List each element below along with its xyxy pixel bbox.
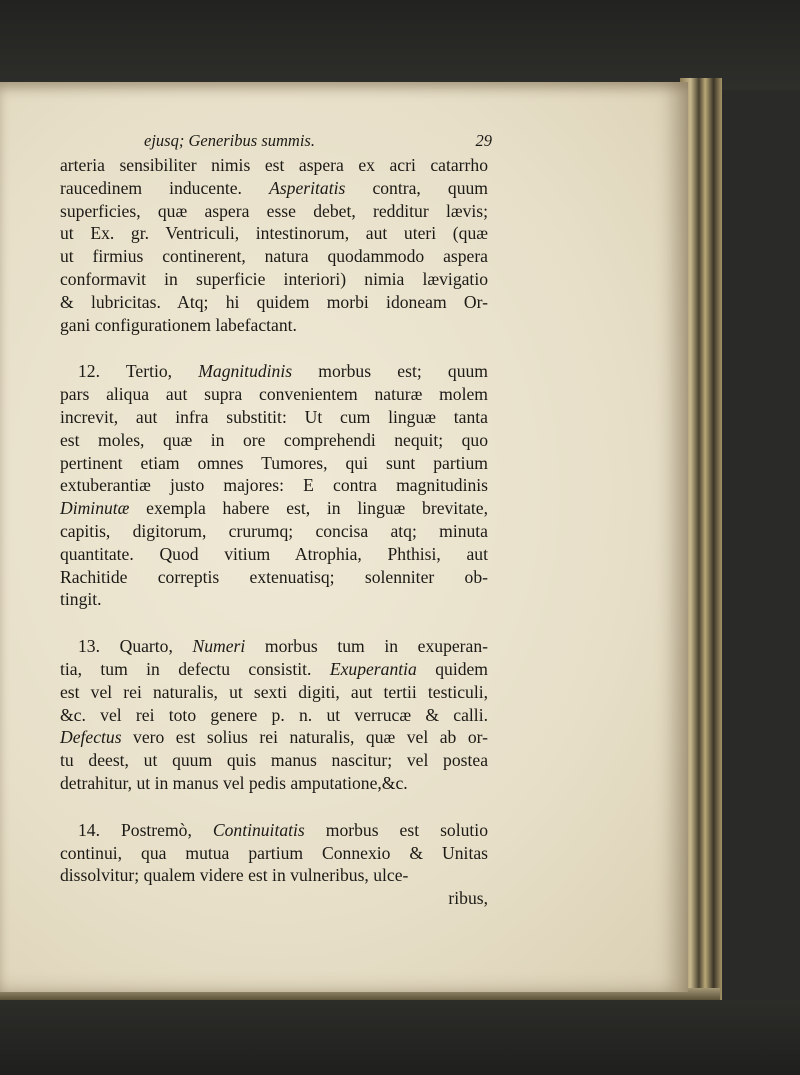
text-line: extuberantiæ justo majores: E contra magnitudinis xyxy=(60,475,488,496)
italic-term: Diminutæ xyxy=(60,498,130,519)
text-line: Defectus vero est solius rei naturalis, quæ vel ab or- xyxy=(60,727,488,748)
text-line: capitis, digitorum, crurumq; concisa atq; minuta xyxy=(60,520,488,541)
page-header xyxy=(60,130,492,152)
paragraph xyxy=(60,819,488,887)
text-line: 14. Postremò, Continuitatis morbus est solutio xyxy=(78,819,488,840)
paragraph xyxy=(60,360,488,611)
background-bottom xyxy=(0,1000,800,1075)
book-page xyxy=(0,82,688,992)
text-line: &c. vel rei toto genere p. n. ut verrucæ & calli. xyxy=(60,704,488,725)
body-text xyxy=(60,154,488,887)
text-line: ut firmius continerent, natura quodammodo aspera xyxy=(60,246,488,267)
text-line: quantitate. Quod vitium Atrophia, Phthisi, aut xyxy=(60,543,488,564)
text-line: increvit, aut infra substitit: Ut cum linguæ tanta xyxy=(60,406,488,427)
paragraph xyxy=(60,154,488,336)
text-line: superficies, quæ aspera esse debet, redditur lævis; xyxy=(60,200,488,221)
text-line: raucedinem inducente. Asperitatis contra, quum xyxy=(60,177,488,198)
background-top xyxy=(0,0,800,90)
paragraph-gap xyxy=(60,336,488,360)
text-line: tingit. xyxy=(60,589,102,610)
text-line: est moles, quæ in ore comprehendi nequit; quo xyxy=(60,429,488,450)
paragraph-gap xyxy=(60,795,488,819)
text-line: tu deest, ut quum quis manus nascitur; vel postea xyxy=(60,750,488,771)
italic-term: Continuitatis xyxy=(212,819,305,840)
text-line: & lubricitas. Atq; hi quidem morbi idoneam Or- xyxy=(60,291,488,312)
paragraph-gap xyxy=(60,611,488,635)
text-line: tia, tum in defectu consistit. Exuperantia quidem xyxy=(60,658,488,679)
text-line: arteria sensibiliter nimis est aspera ex acri catarrho xyxy=(60,155,488,175)
text-line: dissolvitur; qualem videre est in vulneribus, ulce- xyxy=(60,865,409,886)
text-line: pertinent etiam omnes Tumores, qui sunt partium xyxy=(60,452,488,473)
text-line: est vel rei naturalis, ut sexti digiti, aut tertii testiculi, xyxy=(60,681,488,702)
page-text xyxy=(60,130,492,910)
catchword: ribus, xyxy=(448,888,488,909)
text-line: 12. Tertio, Magnitudinis morbus est; quum xyxy=(78,361,488,382)
text-line: conformavit in superficie interiori) nimia lævigatio xyxy=(60,268,488,289)
text-line: Rachitide correptis extenuatisq; solenniter ob- xyxy=(60,566,488,587)
italic-term: Exuperantia xyxy=(329,658,417,679)
text-line: 13. Quarto, Numeri morbus tum in exuperan- xyxy=(78,636,488,657)
italic-term: Defectus xyxy=(60,727,122,748)
text-line: detrahitur, ut in manus vel pedis amputatione,&c. xyxy=(60,772,408,793)
italic-term: Asperitatis xyxy=(269,177,346,198)
text-line: continui, qua mutua partium Connexio & Unitas xyxy=(60,842,488,863)
text-line: ut Ex. gr. Ventriculi, intestinorum, aut uteri (quæ xyxy=(60,223,488,244)
text-line: Diminutæ exempla habere est, in linguæ brevitate, xyxy=(60,498,488,519)
page-number: 29 xyxy=(475,131,492,150)
paragraph xyxy=(60,635,488,795)
text-line: gani configurationem labefactant. xyxy=(60,314,297,335)
italic-term: Magnitudinis xyxy=(198,361,293,382)
text-line: pars aliqua aut supra convenientem naturæ molem xyxy=(60,384,488,405)
italic-term: Numeri xyxy=(192,636,246,657)
running-head: ejusq; Generibus summis. xyxy=(144,131,315,150)
